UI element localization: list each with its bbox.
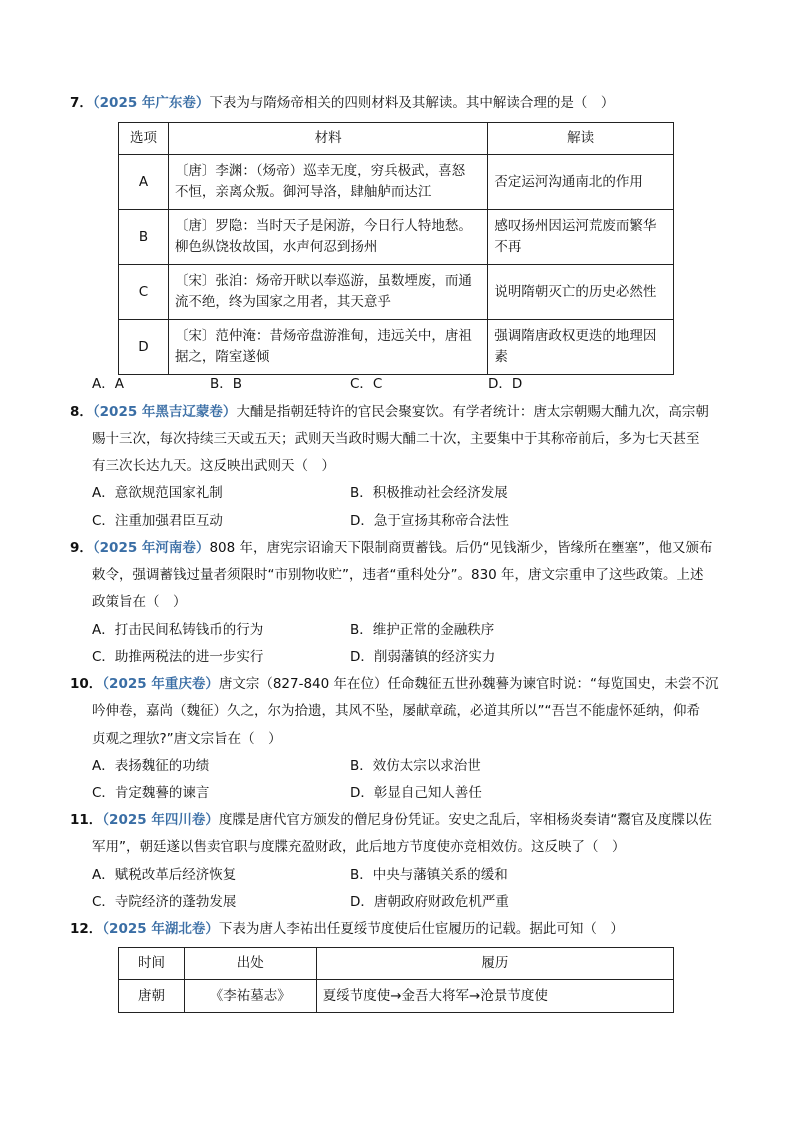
table-row — [119, 980, 674, 1013]
q11-stem — [70, 809, 730, 831]
q9-line-1: 808 年，唐宪宗诏谕天下限制商贾蓄钱。后仍“见钱渐少，皆缘所在壅塞”，他又颁布 — [209, 540, 713, 556]
q9-line-2: 敕令，强调蓄钱过量者须限时“市别物收贮”，违者“重科处分”。830 年，唐文宗重申了这些政策。上述 — [92, 567, 704, 583]
q11-option-b[interactable]: B．中央与藩镇关系的缓和 — [350, 867, 508, 883]
q10-option-b[interactable]: B．效仿太宗以求治世 — [350, 758, 481, 774]
q7-header-material: 材料 — [168, 123, 487, 155]
q12-stem — [70, 918, 730, 940]
q10-option-c[interactable]: C．肯定魏謩的谏言 — [92, 785, 210, 801]
q7-option-a[interactable]: A．A — [92, 376, 124, 392]
table-row — [119, 155, 674, 210]
q12-cell-career: 夏绥节度使→金吾大将军→沧景节度使 — [316, 980, 673, 1013]
q7-row-reading: 说明隋朝灭亡的历史必然性 — [488, 265, 674, 320]
q10-option-d[interactable]: D．彰显自己知人善任 — [350, 785, 482, 801]
q7-option-b[interactable]: B．B — [210, 376, 243, 392]
q7-table — [118, 122, 674, 375]
q7-option-d[interactable]: D．D — [488, 376, 523, 392]
q8-line-3: 有三次长达九天。这反映出武则天（ ） — [92, 458, 335, 474]
q11-source: （2025 年四川卷） — [102, 812, 219, 828]
q12-header-time: 时间 — [119, 948, 185, 980]
table-row — [119, 320, 674, 375]
q8-number: 8． — [70, 404, 93, 420]
q11-option-c[interactable]: C．寺院经济的蓬勃发展 — [92, 894, 237, 910]
q10-line-2: 吟伸卷，嘉尚（魏征）久之，尔为拾遗，其风不坠，屡献章疏，必道其所以”“吾岂不能虚怀延纳，仰希 — [92, 703, 700, 719]
q7-row-option: A — [119, 155, 169, 210]
q9-option-d[interactable]: D．削弱藩镇的经济实力 — [350, 649, 496, 665]
q12-header-career: 履历 — [316, 948, 673, 980]
q11-line-2: 军用”，朝廷遂以售卖官职与度牒充盈财政，此后地方节度使亦竞相效仿。这反映了（ ） — [92, 839, 626, 855]
q11-number: 11． — [70, 812, 103, 828]
q8-option-b[interactable]: B．积极推动社会经济发展 — [350, 485, 508, 501]
q12-table — [118, 947, 674, 1013]
q7-row-material: 〔宋〕张洎：炀帝开畎以奉巡游，虽数堙废，而通 流不绝，终为国家之用者，其天意乎 — [168, 265, 487, 320]
q9-option-c[interactable]: C．助推两税法的进一步实行 — [92, 649, 264, 665]
q8-option-c[interactable]: C．注重加强君臣互动 — [92, 513, 223, 529]
q8-option-a[interactable]: A．意欲规范国家礼制 — [92, 485, 223, 501]
q7-row-material: 〔唐〕罗隐：当时天子是闲游，今日行人特地愁。 柳色纵饶妆故国，水声何忍到扬州 — [168, 210, 487, 265]
q7-row-reading: 强调隋唐政权更迭的地理因 素 — [488, 320, 674, 375]
q11-option-a[interactable]: A．赋税改革后经济恢复 — [92, 867, 237, 883]
table-row — [119, 265, 674, 320]
q11-line-1: 度牒是唐代官方颁发的僧尼身份凭证。安史之乱后，宰相杨炎奏请“鬻官及度牒以佐 — [218, 812, 712, 828]
q7-row-material: 〔唐〕李渊：（炀帝）巡幸无度，穷兵极武，喜怒 不恒，亲离众叛。御河导洛，肆舳舻而达江 — [168, 155, 487, 210]
q8-stem — [70, 401, 730, 423]
table-row — [119, 210, 674, 265]
q10-line-3: 贞观之理欤?”唐文宗旨在（ ） — [92, 731, 282, 747]
q7-row-reading: 感叹扬州因运河荒废而繁华 不再 — [488, 210, 674, 265]
q7-stem — [70, 92, 730, 114]
q12-number: 12． — [70, 921, 103, 937]
q9-stem — [70, 537, 730, 559]
q10-line-1: 唐文宗（827-840 年在位）任命魏征五世孙魏謩为谏官时说：“每览国史，未尝不沉 — [218, 676, 719, 692]
q7-number: 7． — [70, 95, 93, 111]
q8-option-d[interactable]: D．急于宣扬其称帝合法性 — [350, 513, 509, 529]
q12-stem-text: 下表为唐人李祐出任夏绥节度使后仕宦履历的记载。据此可知（ ） — [218, 921, 624, 937]
q10-stem — [70, 673, 730, 695]
q8-source: （2025 年黑吉辽蒙卷） — [92, 404, 237, 420]
q10-number: 10． — [70, 676, 103, 692]
q7-option-c[interactable]: C．C — [350, 376, 383, 392]
q7-stem-text: 下表为与隋炀帝相关的四则材料及其解读。其中解读合理的是（ ） — [209, 95, 615, 111]
q7-row-option: B — [119, 210, 169, 265]
q7-header-option: 选项 — [119, 123, 169, 155]
q9-number: 9． — [70, 540, 93, 556]
q9-source: （2025 年河南卷） — [92, 540, 210, 556]
q12-cell-source: 《李祐墓志》 — [184, 980, 316, 1013]
q9-option-a[interactable]: A．打击民间私铸钱币的行为 — [92, 622, 264, 638]
q8-line-2: 赐十三次，每次持续三天或五天；武则天当政时赐大酺二十次，主要集中于其称帝前后，多为七天甚至 — [92, 431, 700, 447]
q12-cell-time: 唐朝 — [119, 980, 185, 1013]
q10-option-a[interactable]: A．表扬魏征的功绩 — [92, 758, 210, 774]
q7-row-option: D — [119, 320, 169, 375]
q7-row-material: 〔宋〕范仲淹：昔炀帝盘游淮甸，违远关中，唐祖 据之，隋室遂倾 — [168, 320, 487, 375]
q7-source: （2025 年广东卷） — [92, 95, 210, 111]
q11-option-d[interactable]: D．唐朝政府财政危机严重 — [350, 894, 509, 910]
q9-line-3: 政策旨在（ ） — [92, 594, 187, 610]
q7-header-reading: 解读 — [488, 123, 674, 155]
q12-source: （2025 年湖北卷） — [102, 921, 219, 937]
q12-header-source: 出处 — [184, 948, 316, 980]
q10-source: （2025 年重庆卷） — [102, 676, 219, 692]
q7-row-reading: 否定运河沟通南北的作用 — [488, 155, 674, 210]
q9-option-b[interactable]: B．维护正常的金融秩序 — [350, 622, 495, 638]
q7-row-option: C — [119, 265, 169, 320]
q8-line-1: 大酺是指朝廷特许的官民会聚宴饮。有学者统计：唐太宗朝赐大酺九次，高宗朝 — [236, 404, 709, 420]
